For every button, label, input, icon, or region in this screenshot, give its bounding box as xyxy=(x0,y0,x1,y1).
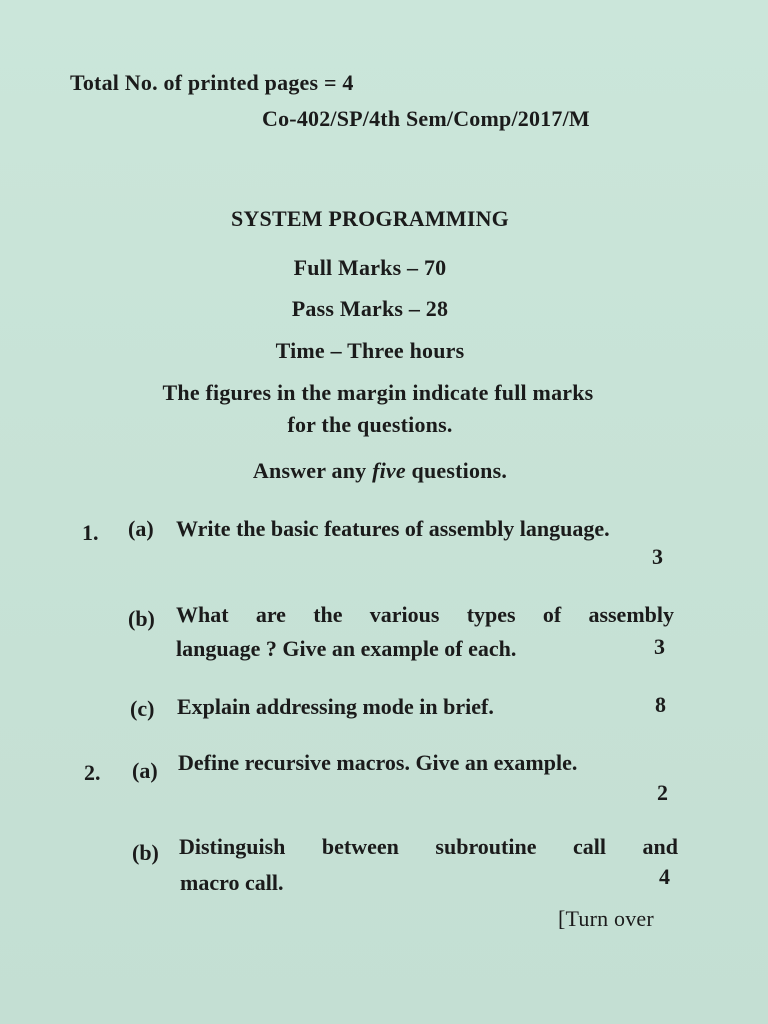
turn-over-note: [Turn over xyxy=(558,906,654,931)
marks-value: 2 xyxy=(657,780,668,805)
marks-value: 3 xyxy=(654,634,665,659)
question-part-label: (b) xyxy=(128,606,155,631)
exam-title: SYSTEM PROGRAMMING xyxy=(231,206,509,231)
question-part-label: (b) xyxy=(132,840,159,865)
question-number: 1. xyxy=(82,520,99,545)
instruction-line-1: The figures in the margin indicate full marks xyxy=(162,380,594,405)
marks-value: 4 xyxy=(659,864,670,889)
time-allowed: Time – Three hours xyxy=(275,338,465,363)
marks-value: 3 xyxy=(652,544,663,569)
question-text-continued: macro call. xyxy=(180,870,284,895)
question-part-label: (a) xyxy=(132,758,158,783)
instruction-line-2: for the questions. xyxy=(287,412,453,437)
question-number: 2. xyxy=(84,760,101,785)
answer-prefix: Answer any xyxy=(252,458,373,483)
question-text-continued: language ? Give an example of each. xyxy=(176,636,517,661)
question-text: What are the various types of assembly xyxy=(176,602,674,627)
marks-value: 8 xyxy=(655,692,666,717)
question-part-label: (c) xyxy=(130,696,155,721)
pass-marks: Pass Marks – 28 xyxy=(291,296,449,321)
question-part-label: (a) xyxy=(128,516,154,541)
paper-code: Co-402/SP/4th Sem/Comp/2017/M xyxy=(262,106,590,131)
answer-instruction xyxy=(10,458,750,484)
question-text: Define recursive macros. Give an example. xyxy=(178,750,578,775)
answer-count: five xyxy=(372,458,406,483)
question-text: Explain addressing mode in brief. xyxy=(177,694,494,719)
answer-suffix: questions. xyxy=(405,458,508,483)
question-text: Distinguish between subroutine call and xyxy=(179,834,678,859)
total-pages-line: Total No. of printed pages = 4 xyxy=(70,70,354,95)
question-text: Write the basic features of assembly language. xyxy=(176,516,610,541)
full-marks: Full Marks – 70 xyxy=(293,255,447,280)
